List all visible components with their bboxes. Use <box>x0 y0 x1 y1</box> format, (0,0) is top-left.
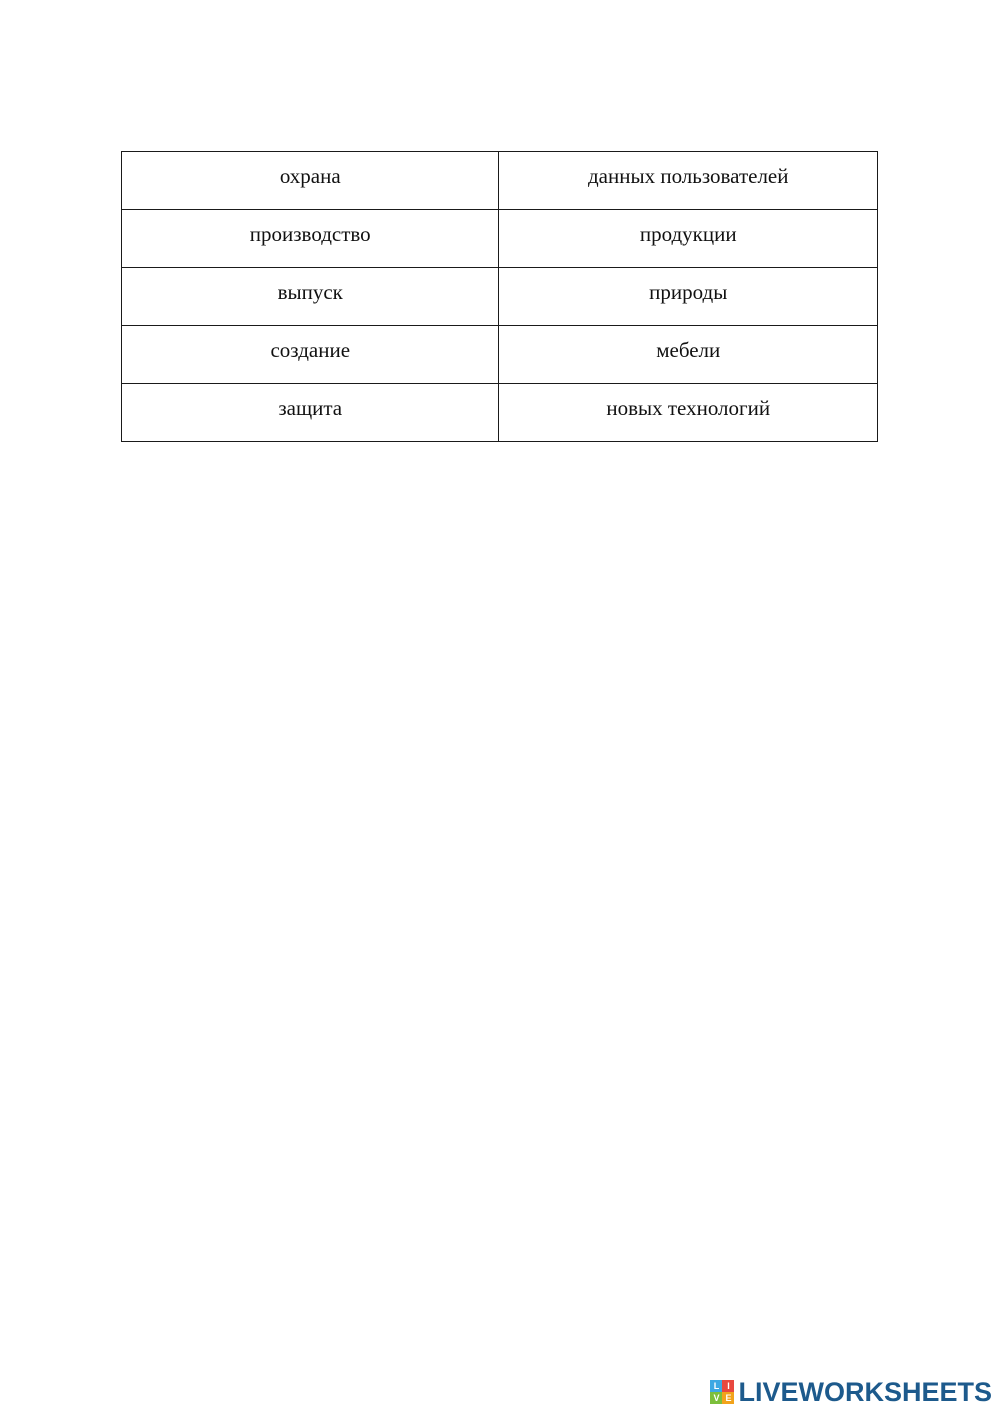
left-cell <box>122 326 499 384</box>
table-row <box>122 210 878 268</box>
left-word: охрана <box>279 164 341 188</box>
left-cell <box>122 384 499 442</box>
right-cell <box>499 152 878 210</box>
logo-wordmark: LIVEWORKSHEETS <box>738 1376 992 1407</box>
left-word: создание <box>270 338 351 362</box>
right-word: мебели <box>656 338 721 362</box>
table-row <box>122 152 878 210</box>
table-row <box>122 326 878 384</box>
logo-letter-i: I <box>722 1380 734 1392</box>
right-cell <box>499 268 878 326</box>
right-word: данных пользователей <box>588 164 789 188</box>
right-word: продукции <box>639 222 737 246</box>
liveworksheets-logo-icon <box>710 1380 734 1404</box>
left-word: производство <box>249 222 371 246</box>
liveworksheets-logo <box>710 1377 992 1407</box>
left-word: защита <box>278 396 343 420</box>
right-cell <box>499 210 878 268</box>
left-cell <box>122 152 499 210</box>
left-word: выпуск <box>277 280 343 304</box>
logo-letter-v: V <box>710 1392 722 1404</box>
left-cell <box>122 268 499 326</box>
matching-table <box>121 151 878 442</box>
right-word: природы <box>649 280 728 304</box>
logo-letter-e: E <box>722 1392 734 1404</box>
left-cell <box>122 210 499 268</box>
table-row <box>122 384 878 442</box>
logo-letter-l: L <box>710 1380 722 1392</box>
table-row <box>122 268 878 326</box>
right-cell <box>499 326 878 384</box>
right-word: новых технологий <box>606 396 771 420</box>
right-cell <box>499 384 878 442</box>
